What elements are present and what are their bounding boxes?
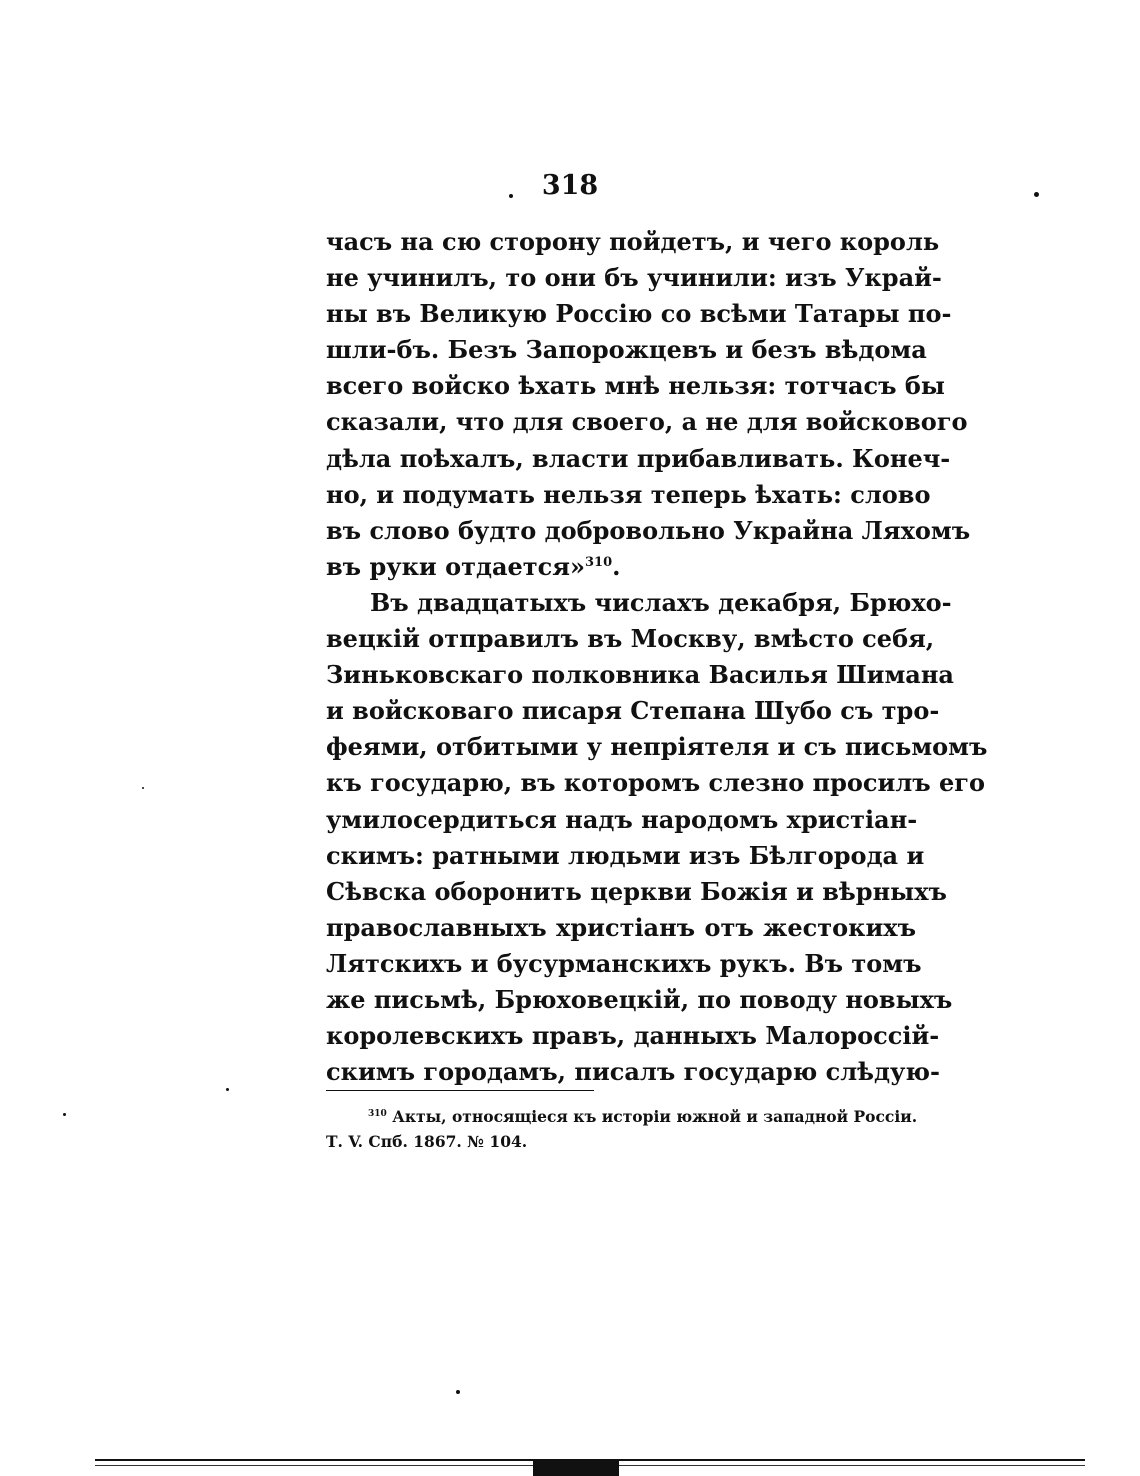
text-line: въ руки отдается» [326, 551, 585, 581]
text-line: Зиньковскаго полковника Василья Шимана [326, 660, 954, 690]
text-line-with-footnote [326, 549, 916, 585]
text-line: Лятскихъ и бусурманскихъ рукъ. Въ томъ [326, 948, 922, 978]
footnote-divider [326, 1090, 594, 1091]
text-line: же письмѣ, Брюховецкій, по поводу новыхъ [326, 984, 953, 1014]
footnote-marker: 310 [368, 1109, 387, 1119]
footnote-text: Акты, относящіеся къ исторіи южной и западной Россіи. [392, 1107, 918, 1126]
footnote [326, 1104, 916, 1154]
text-line: феями, отбитыми у непріятеля и съ письмомъ [326, 732, 988, 762]
text-line: и войсковаго писаря Степана Шубо съ тро- [326, 696, 940, 726]
text-line: православныхъ христіанъ отъ жестокихъ [326, 912, 916, 942]
text-line: Въ двадцатыхъ числахъ декабря, Брюхо- [370, 587, 952, 617]
text-line: къ государю, въ которомъ слезно просилъ его [326, 768, 985, 798]
text-line: часъ на сю сторону пойдетъ, и чего король [326, 227, 940, 256]
text-line: умилосердиться надъ народомъ христіан- [326, 804, 918, 834]
main-text [326, 224, 988, 1090]
text-line: королевскихъ правъ, данныхъ Малороссій- [326, 1021, 940, 1051]
scan-speck [509, 194, 513, 198]
footnote-reference: 310 [584, 554, 613, 570]
text-line: ны въ Великую Россію со всѣми Татары по- [326, 299, 952, 329]
scan-speck [1034, 192, 1039, 197]
text-line: шли-бъ. Безъ Запорожцевъ и безъ вѣдома [326, 335, 927, 365]
scan-speck [226, 1088, 229, 1091]
page-number: 318 [541, 170, 599, 201]
line-end-period: . [612, 551, 621, 581]
text-line: въ слово будто добровольно Украйна Ляхомъ [326, 515, 971, 545]
scan-bottom-block [533, 1460, 619, 1476]
scan-speck [142, 787, 144, 789]
text-line: скимъ городамъ, писалъ государю слѣдую- [326, 1057, 940, 1087]
footnote-line [326, 1104, 916, 1129]
text-line: сказали, что для своего, а не для войскового [326, 407, 968, 437]
text-line: скимъ: ратными людьми изъ Бѣлгорода и [326, 840, 925, 870]
scan-speck [63, 1113, 66, 1116]
footnote-line: Т. V. Спб. 1867. № 104. [326, 1132, 528, 1151]
text-line: дѣла поѣхалъ, власти прибавливать. Конеч- [326, 443, 951, 473]
scan-speck [456, 1390, 460, 1394]
text-line: вецкій отправилъ въ Москву, вмѣсто себя, [326, 624, 935, 654]
text-line: всего войско ѣхать мнѣ нельзя: тотчасъ бы [326, 371, 945, 401]
text-line: не учинилъ, то они бъ учинили: изъ Украй- [326, 263, 942, 293]
text-line: Сѣвска оборонить церкви Божія и вѣрныхъ [326, 876, 947, 906]
text-line: но, и подумать нельзя теперь ѣхать: слово [326, 479, 931, 509]
